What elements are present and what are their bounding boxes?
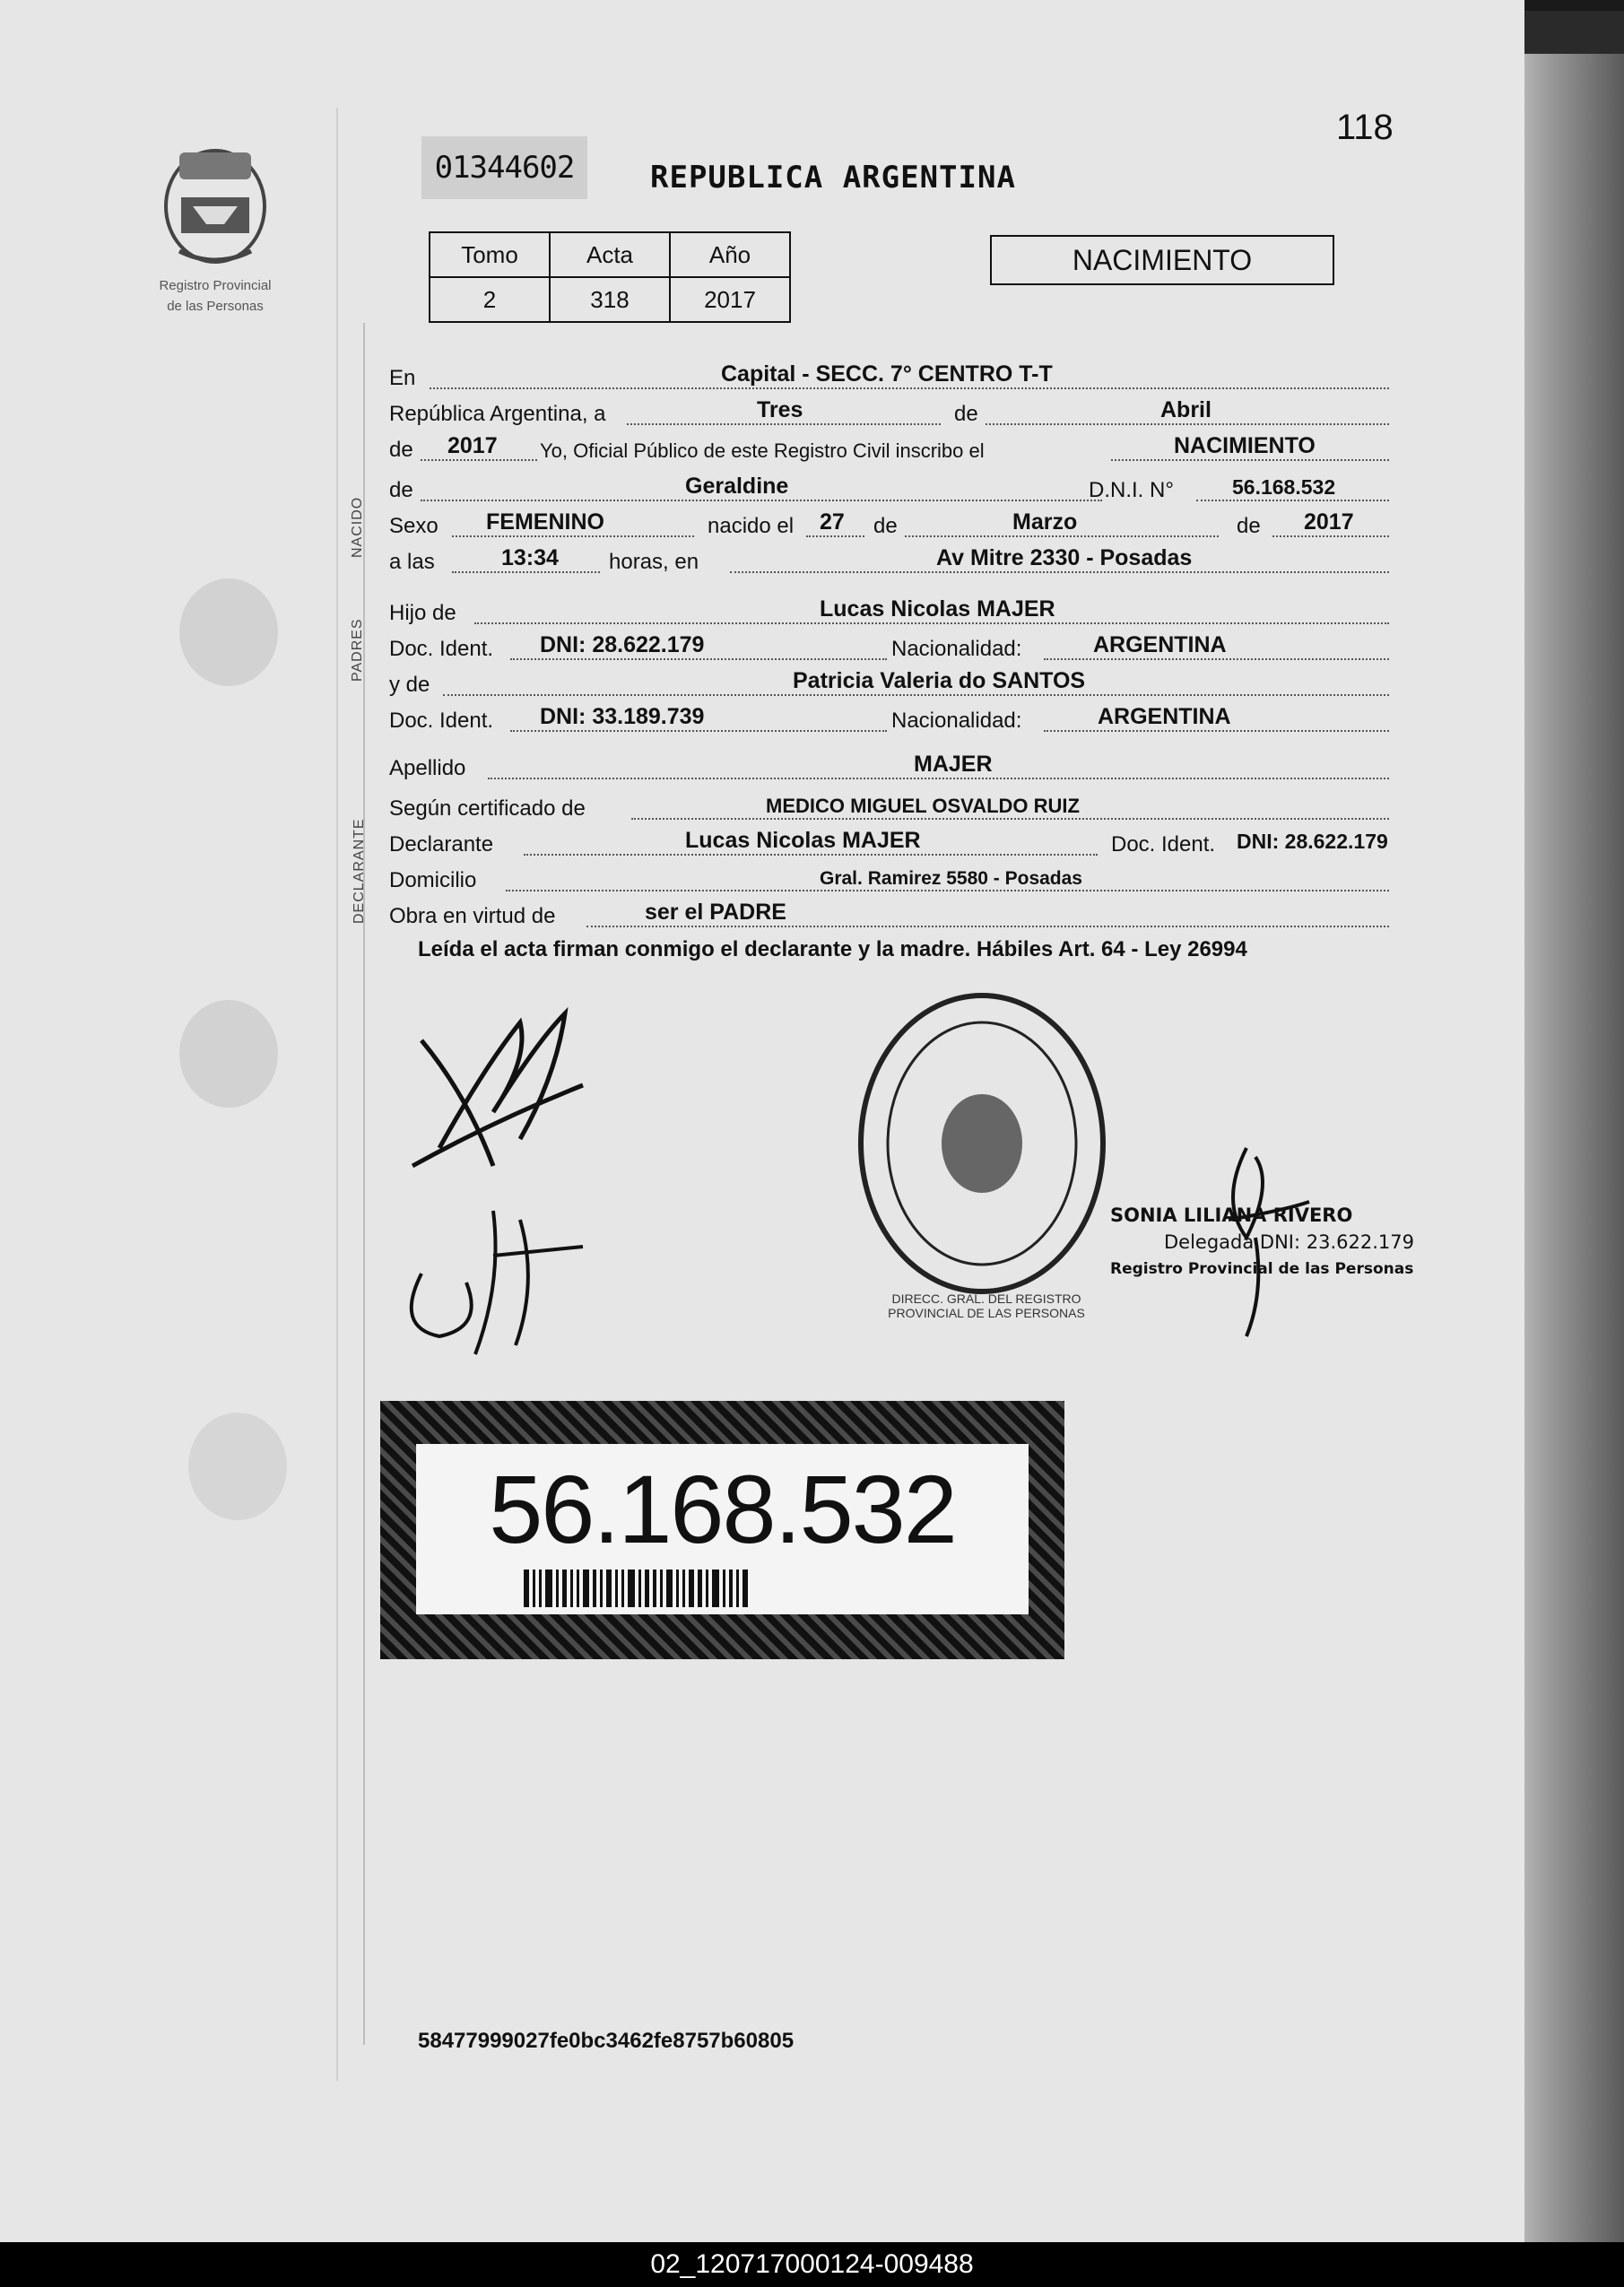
official-name: SONIA LILIANA RIVERO [1110,1204,1353,1226]
sticker-label [416,1444,1029,1614]
watermark-icon [170,1399,305,1534]
register-table [429,231,791,323]
month-value: Abril [1160,397,1211,422]
logo-caption-1: Registro Provincial [159,278,272,293]
father-doc: DNI: 28.622.179 [540,632,705,657]
barcode-bar [545,1570,552,1607]
document-hash: 58477999027fe0bc3462fe8757b60805 [418,2029,795,2053]
row-certificate [389,789,1403,825]
faded-logo [161,565,296,704]
hijo-label: Hijo de [389,601,456,625]
row-en [389,359,1403,395]
barcode-bar [645,1570,649,1607]
row-time-place [389,543,1403,578]
place-value: Av Mitre 2330 - Posadas [936,545,1193,570]
declarante-label: Declarante [389,832,494,857]
seal-text: DIRECC. GRAL. DEL REGISTRO PROVINCIAL DE LAS PERSONAS [888,1291,1085,1320]
de4-label: de [873,514,898,538]
nac2-label: Nacionalidad: [891,709,1022,733]
barcode-bar [533,1570,535,1607]
de-label: de [954,402,978,426]
cert-label: Según certificado de [389,796,586,821]
row-declarant [389,825,1403,861]
section-divider [363,323,365,2045]
side-label-declarante: DECLARANTE [352,818,367,924]
birth-day: 27 [820,509,845,535]
apellido-value: MAJER [914,752,993,777]
nacido-label: nacido el [708,514,795,538]
tomo-header: Tomo [430,232,550,277]
mother-value: Patricia Valeria do SANTOS [793,668,1086,693]
row-date [389,395,1403,430]
obra-label: Obra en virtud de [389,904,556,928]
row-father-doc [389,630,1403,665]
de3-label: de [389,478,413,502]
father-nat: ARGENTINA [1093,632,1227,657]
alas-label: a las [389,550,435,574]
en-label: En [389,366,416,390]
sticker-number: 56.168.532 [489,1455,956,1563]
barcode-bar [539,1570,542,1607]
faded-logo [161,987,296,1126]
document-title: REPUBLICA ARGENTINA [650,160,1016,196]
en-value: Capital - SECC. 7° CENTRO T-T [721,361,1053,387]
barcode-bar [606,1570,612,1607]
declarante-value: Lucas Nicolas MAJER [685,828,921,853]
birth-year: 2017 [1304,509,1354,535]
row-mother-doc [389,701,1403,737]
obra-value: ser el PADRE [645,900,786,925]
footer-id: 02_120717000124-009488 [0,2242,1624,2287]
row-role [389,897,1403,933]
row-surname [389,749,1403,785]
record-type: NACIMIENTO [990,235,1334,285]
sexo-label: Sexo [389,514,439,538]
watermark-icon [161,565,296,700]
barcode-bar [621,1570,624,1607]
row-father [389,594,1403,630]
barcode-bar [524,1570,529,1607]
margin-line [336,108,338,2081]
declarante-doc: DNI: 28.622.179 [1237,830,1388,853]
republica-label: República Argentina, a [389,402,606,426]
official-role: Delegada DNI: 23.622.179 [1164,1231,1414,1253]
apellido-label: Apellido [389,756,466,780]
barcode-bar [615,1570,618,1607]
row-name [389,471,1403,507]
event-value: NACIMIENTO [1174,433,1316,458]
domicilio-label: Domicilio [389,868,477,892]
name-value: Geraldine [685,474,789,499]
barcode-bar [570,1570,573,1607]
barcode-bar [583,1570,589,1607]
barcode-bar [628,1570,635,1607]
declarant-signature [386,987,619,1363]
barcode-bar [556,1570,559,1607]
row-inscription [389,430,1403,466]
doc2-label: Doc. Ident. [389,709,494,733]
anio-value: 2017 [670,277,790,322]
official-stamp [1110,1202,1414,1283]
barcode-bar [638,1570,641,1607]
legal-statement: Leída el acta firman conmigo el declarante y la madre. Hábiles Art. 64 - Ley 26994 [418,937,1247,961]
acta-value: 318 [550,277,670,322]
barcode-bar [562,1570,567,1607]
birth-month: Marzo [1012,509,1078,535]
sexo-value: FEMENINO [486,509,604,535]
barcode-bar [676,1570,679,1607]
barcode-bar [743,1570,748,1607]
de2-label: de [389,438,413,462]
father-value: Lucas Nicolas MAJER [820,596,1055,622]
faded-logo [170,1399,305,1538]
coat-of-arms-icon [152,135,278,269]
domicilio-value: Gral. Ramirez 5580 - Posadas [820,868,1082,889]
mother-doc: DNI: 33.189.739 [540,704,705,729]
horas-label: horas, en [609,550,699,574]
watermark-icon [161,987,296,1121]
mother-nat: ARGENTINA [1098,704,1231,729]
de5-label: de [1237,514,1261,538]
barcode-bar [712,1570,719,1607]
logo-caption-2: de las Personas [167,299,264,314]
doc1-label: Doc. Ident. [389,637,494,661]
time-value: 13:34 [501,545,559,570]
barcode [524,1570,918,1607]
day-value: Tres [757,397,803,422]
dni-sticker [380,1401,1064,1659]
serial-number: 01344602 [421,136,587,199]
side-label-padres: PADRES [350,618,365,682]
official-seal [847,978,1116,1309]
barcode-bar [729,1570,733,1607]
barcode-bar [682,1570,685,1607]
acta-header: Acta [550,232,670,277]
barcode-bar [736,1570,739,1607]
barcode-bar [706,1570,708,1607]
tomo-value: 2 [430,277,550,322]
barcode-bar [666,1570,673,1607]
oficial-text: Yo, Oficial Público de este Registro Civil inscribo el [540,439,985,462]
yde-label: y de [389,673,430,697]
barcode-bar [653,1570,656,1607]
doc3-label: Doc. Ident. [1111,832,1216,857]
barcode-bar [689,1570,694,1607]
cert-value: MEDICO MIGUEL OSVALDO RUIZ [766,795,1080,817]
side-label-nacido: NACIDO [350,496,365,558]
dni-label: D.N.I. N° [1089,478,1174,502]
official-office: Registro Provincial de las Personas [1110,1260,1414,1278]
year-value: 2017 [447,433,498,458]
province-logo [143,135,287,323]
barcode-bar [593,1570,596,1607]
row-sex [389,507,1403,543]
barcode-bar [723,1570,725,1607]
barcode-bar [698,1570,702,1607]
row-address [389,861,1403,897]
row-mother [389,665,1403,701]
anio-header: Año [670,232,790,277]
page-number: 118 [1336,108,1394,147]
barcode-bar [577,1570,579,1607]
barcode-bar [660,1570,663,1607]
dni-value: 56.168.532 [1232,475,1336,499]
nac1-label: Nacionalidad: [891,637,1022,661]
barcode-bar [600,1570,603,1607]
